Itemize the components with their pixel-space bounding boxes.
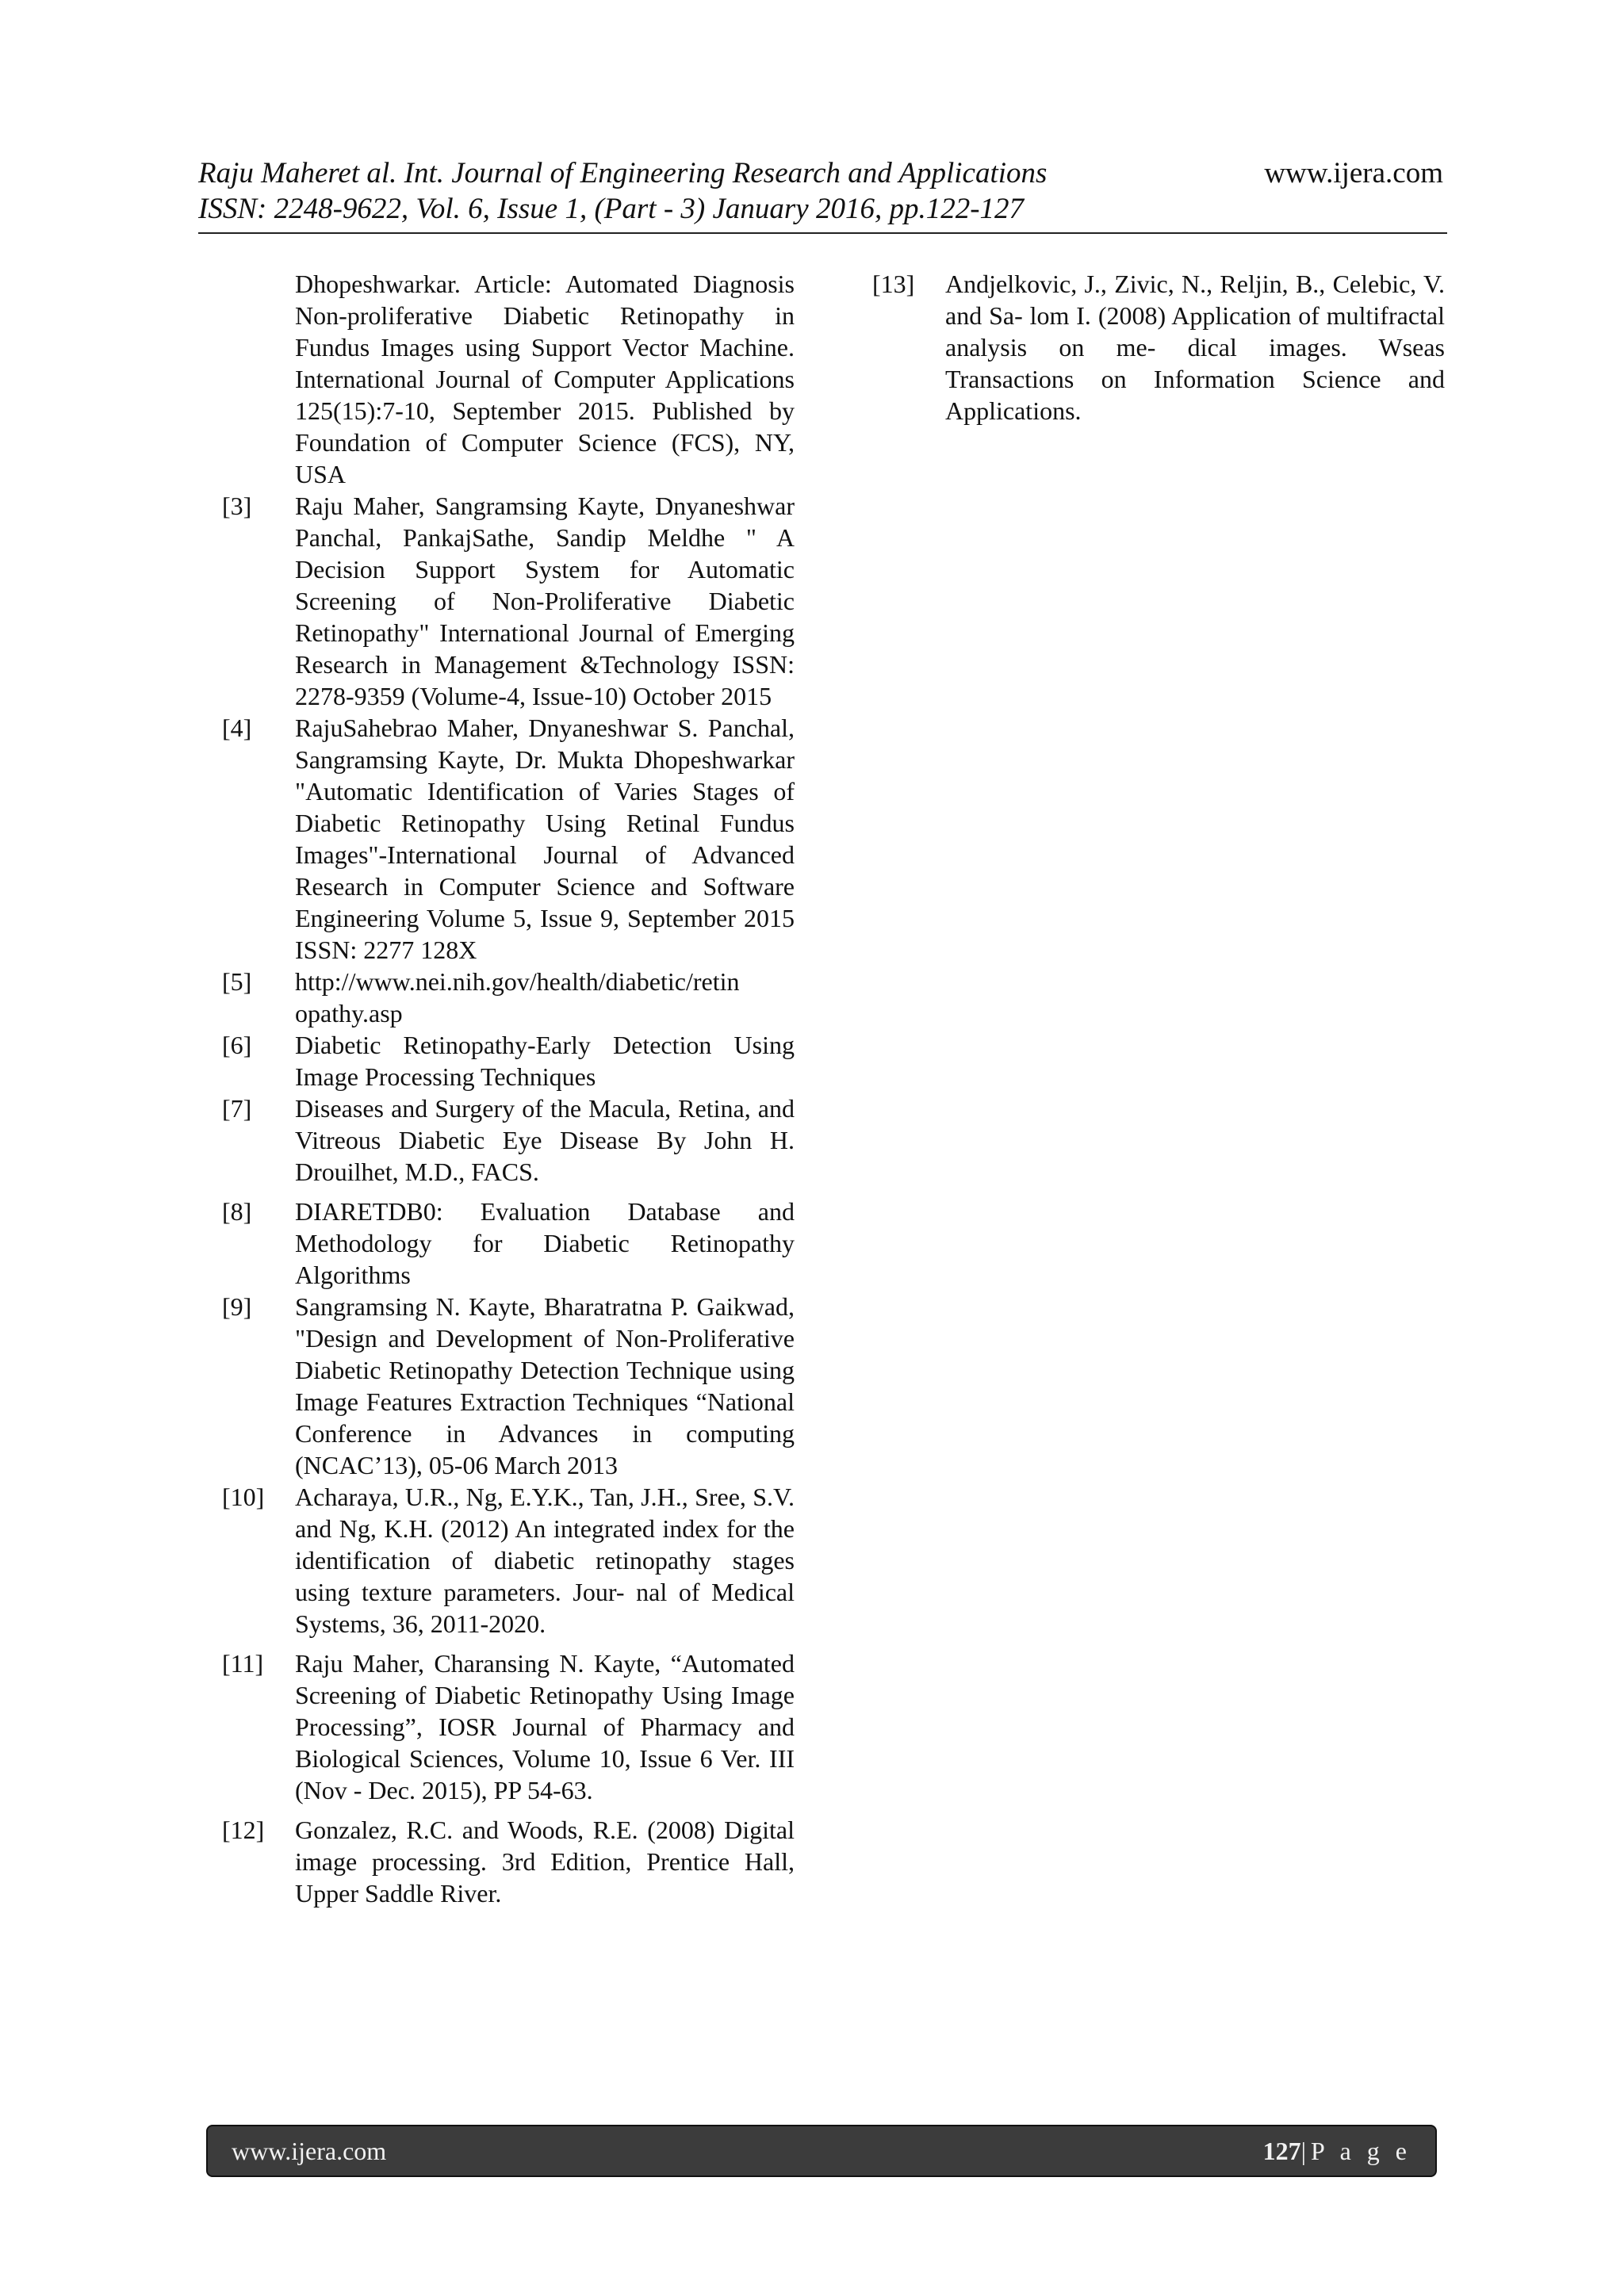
reference-number: [3] [222, 492, 252, 520]
reference-item [222, 490, 795, 712]
reference-item [222, 1196, 795, 1291]
reference-item [222, 1481, 795, 1640]
reference-item [872, 268, 1445, 427]
reference-item [222, 1093, 795, 1188]
journal-title: Raju Maheret al. Int. Journal of Engineering Research and Applications [198, 157, 1048, 189]
journal-issue: ISSN: 2248-9622, Vol. 6, Issue 1, (Part - 3) January 2016, pp.122-127 [198, 193, 1025, 225]
header-top-line [198, 155, 1443, 191]
reference-text: Acharaya, U.R., Ng, E.Y.K., Tan, J.H., Sree, S.V. and Ng, K.H. (2012) An integrated index for the identification of diabetic retinopathy stages using texture parameters. Jour- nal of Medical Systems, 36, 2011-2020. [295, 1483, 795, 1638]
reference-item [222, 966, 795, 1029]
reference-item [222, 712, 795, 966]
header-url[interactable]: www.ijera.com [1264, 157, 1443, 189]
reference-text: Sangramsing N. Kayte, Bharatratna P. Gaikwad, "Design and Development of Non-Proliferative Diabetic Retinopathy Detection Technique using Image Features Extraction Techniques “National Conference in Advances in computing (NCAC’13), 05-06 March 2013 [295, 1292, 795, 1479]
reference-number: [7] [222, 1094, 252, 1123]
reference-text: Gonzalez, R.C. and Woods, R.E. (2008) Digital image processing. 3rd Edition, Prentice Hall, Upper Saddle River. [295, 1816, 795, 1908]
reference-text: Diseases and Surgery of the Macula, Retina, and Vitreous Diabetic Eye Disease By John H. Drouilhet, M.D., FACS. [295, 1094, 795, 1186]
reference-number: [9] [222, 1292, 252, 1321]
reference-text: Raju Maher, Sangramsing Kayte, Dnyaneshwar Panchal, PankajSathe, Sandip Meldhe " A Decision Support System for Automatic Screening of Non-Proliferative Diabetic Retinopathy" International Journal of Emerging Research in Management &Technology ISSN: 2278-9359 (Volume-4, Issue-10) October 2015 [295, 492, 795, 710]
reference-number: [5] [222, 967, 252, 996]
header-divider [198, 232, 1447, 234]
page-word: |P a g e [1300, 2136, 1411, 2165]
references-left-column [222, 268, 795, 1909]
reference-continuation: Dhopeshwarkar. Article: Automated Diagnosis Non-proliferative Diabetic Retinopathy in Fundus Images using Support Vector Machine. International Journal of Computer Applications 125(15):7-10, September 2015. Published by Foundation of Computer Science (FCS), NY, USA [295, 270, 795, 488]
reference-number: [10] [222, 1483, 265, 1511]
reference-item [222, 1647, 795, 1806]
reference-text: Diabetic Retinopathy-Early Detection Using Image Processing Techniques [295, 1031, 795, 1091]
reference-item [222, 1814, 795, 1909]
reference-number: [6] [222, 1031, 252, 1059]
reference-item [222, 1029, 795, 1093]
reference-text: DIARETDB0: Evaluation Database and Methodology for Diabetic Retinopathy Algorithms [295, 1197, 795, 1289]
reference-number: [13] [872, 270, 915, 298]
reference-text: Raju Maher, Charansing N. Kayte, “Automated Screening of Diabetic Retinopathy Using Image Processing”, IOSR Journal of Pharmacy and Biological Sciences, Volume 10, Issue 6 Ver. III (Nov - Dec. 2015), PP 54-63. [295, 1649, 795, 1804]
reference-text: RajuSahebrao Maher, Dnyaneshwar S. Panchal, Sangramsing Kayte, Dr. Mukta Dhopeshwarkar "Automatic Identification of Varies Stages of Diabetic Retinopathy Using Retinal Fundus Images"-International Journal of Advanced Research in Computer Science and Software Engineering Volume 5, Issue 9, September 2015 ISSN: 2277 128X [295, 714, 795, 964]
reference-item [222, 1291, 795, 1481]
page-footer [206, 2125, 1437, 2177]
references-right-column [872, 268, 1445, 427]
reference-number: [12] [222, 1816, 265, 1844]
page-number-label [1263, 2137, 1411, 2166]
reference-text: Andjelkovic, J., Zivic, N., Reljin, B., Celebic, V. and Sa- lom I. (2008) Application of multifractal analysis on me- dical images. Wseas Transactions on Information Science and Applications. [945, 270, 1445, 425]
reference-number: [11] [222, 1649, 264, 1678]
reference-link[interactable]: http://www.nei.nih.gov/health/diabetic/retin opathy.asp [295, 967, 740, 1027]
reference-number: [4] [222, 714, 252, 742]
reference-number: [8] [222, 1197, 252, 1226]
page-header [198, 155, 1443, 227]
footer-url[interactable]: www.ijera.com [232, 2136, 387, 2165]
page-number: 127 [1262, 2136, 1301, 2165]
